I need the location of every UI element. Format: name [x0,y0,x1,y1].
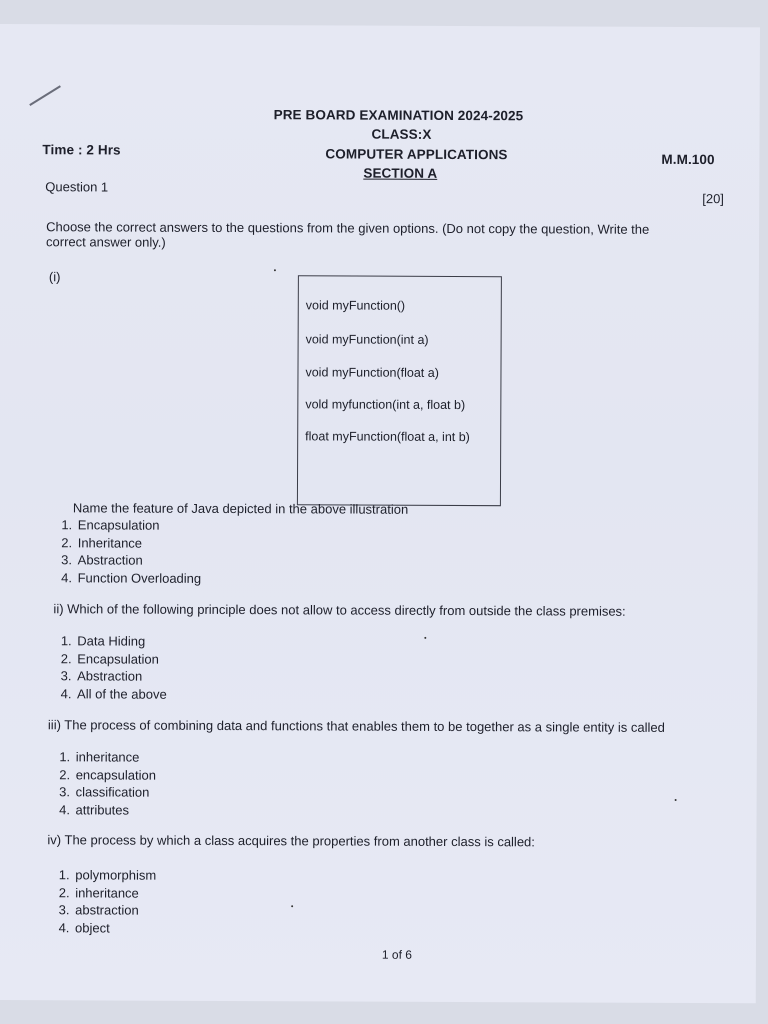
exam-paper [0,24,760,1003]
class-label: CLASS:X [371,126,432,142]
option: 1. Encapsulation [76,516,202,534]
instruction-line-2: correct answer only.) [46,234,166,250]
code-line: void myFunction() [305,298,406,313]
question-iv-options [47,866,156,936]
code-line: vold myfunction(int a, float b) [305,397,466,413]
option: 4. All of the above [75,685,167,703]
pencil-mark [29,85,60,105]
option: 3. abstraction [73,901,156,919]
option: 1. inheritance [74,748,156,766]
speck [675,799,677,801]
question-ii-options [49,632,167,703]
option: 3. classification [74,783,156,801]
question-iv-text: iv) The process by which a class acquires the properties from another class is called: [47,832,535,850]
option: 2. Inheritance [76,534,202,552]
code-line: float myFunction(float a, int b) [305,429,470,445]
option: 2. Encapsulation [75,650,167,668]
option: 2. encapsulation [74,766,156,784]
option: 4. Function Overloading [76,569,202,587]
question-i-options [50,516,202,587]
code-line: void myFunction(int a) [305,332,429,347]
time-label: Time : 2 Hrs [42,142,121,158]
option: 4. object [73,919,156,937]
option: 1. Data Hiding [75,632,167,650]
subject-label: COMPUTER APPLICATIONS [325,146,508,163]
question-marks: [20] [702,191,724,207]
section-label: SECTION A [363,165,438,181]
speck [424,637,426,639]
speck [274,269,276,271]
code-box [297,275,502,506]
question-ii-text: ii) Which of the following principle does not allow to access directly from outside the class premises: [53,601,626,619]
question-i-prompt: Name the feature of Java depicted in the above illustration [72,500,409,517]
option: 3. Abstraction [76,551,202,569]
instruction-line-1: Choose the correct answers to the questions from the given options. (Do not copy the question, Write the [46,219,650,237]
exam-title: PRE BOARD EXAMINATION 2024-2025 [273,107,524,124]
code-line: void myFunction(float a) [305,365,439,380]
speck [291,905,293,907]
option: 3. Abstraction [75,667,167,685]
question-iii-options [48,748,157,818]
question-label: Question 1 [45,179,109,195]
question-iii-text: iii) The process of combining data and functions that enables them to be together as a single entity is called [47,717,665,735]
option: 1. polymorphism [73,866,156,884]
question-i-number: (i) [48,269,61,285]
page-number: 1 of 6 [381,947,413,962]
max-marks-label: M.M.100 [661,151,715,168]
option: 2. inheritance [73,884,156,902]
option: 4. attributes [74,801,156,819]
